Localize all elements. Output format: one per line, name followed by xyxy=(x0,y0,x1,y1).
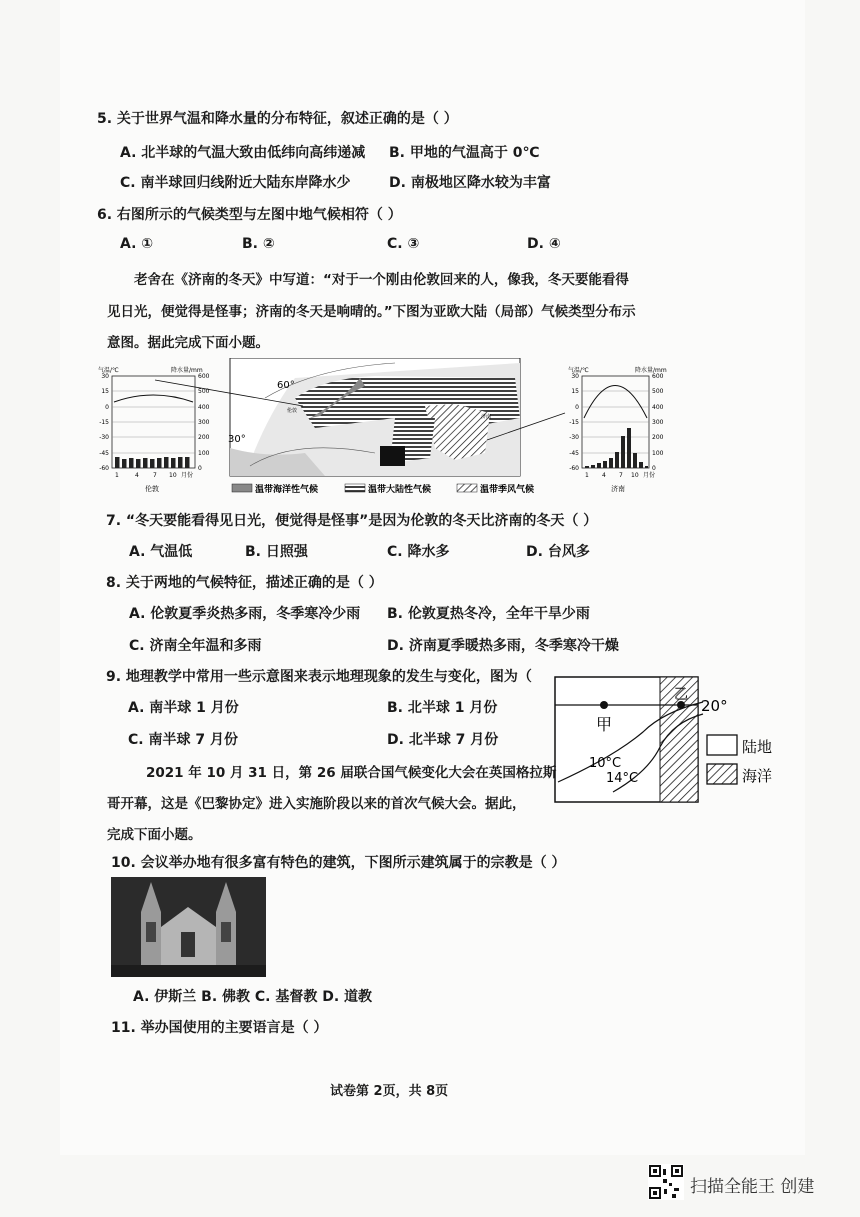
label-yi: 乙 xyxy=(674,687,688,703)
page-footer: 试卷第 2页，共 8页 xyxy=(330,1084,449,1099)
map-label-london: 伦敦 xyxy=(287,408,298,414)
right-month-tick: 4 xyxy=(602,472,606,479)
left-precip-tick: 200 xyxy=(198,434,210,441)
passage-2-line-3: 完成下面小题。 xyxy=(107,827,202,843)
legend-temperate-maritime: 温带海洋性气候 xyxy=(255,485,319,495)
question-6-option-a: A. ① xyxy=(120,236,154,252)
left-precip-tick: 600 xyxy=(198,373,210,380)
passage-2-line-1: 2021 年 10 月 31 日，第 26 届联合国气候变化大会在英国格拉斯 xyxy=(146,765,557,781)
left-month-tick: 月份 xyxy=(181,472,194,479)
right-chart-precip-label: 降水量/mm xyxy=(635,367,667,374)
legend-temperate-continental: 温带大陆性气候 xyxy=(368,485,432,495)
isotherm-figure xyxy=(553,672,793,807)
left-temp-tick: 0 xyxy=(105,404,109,411)
right-temp-tick: 0 xyxy=(575,404,579,411)
left-chart-temp-label: 气温/℃ xyxy=(98,367,119,374)
left-precip-tick: 300 xyxy=(198,419,210,426)
left-precip-tick: 500 xyxy=(198,388,210,395)
climate-distribution-figure xyxy=(95,358,675,498)
question-7-option-d: D. 台风多 xyxy=(526,544,590,560)
question-9-option-d: D. 北半球 7 月份 xyxy=(387,732,499,748)
question-10-stem: 10. 会议举办地有很多富有特色的建筑，下图所示建筑属于的宗教是（ ） xyxy=(111,855,566,871)
question-5-option-a: A. 北半球的气温大致由低纬向高纬递减 xyxy=(120,145,366,161)
right-temp-tick: 15 xyxy=(571,388,579,395)
label-jia: 甲 xyxy=(596,715,613,734)
right-temp-tick: 30 xyxy=(571,373,579,380)
question-8-stem: 8. 关于两地的气候特征，描述正确的是（ ） xyxy=(106,575,383,591)
right-precip-tick: 500 xyxy=(652,388,664,395)
map-legend xyxy=(232,483,534,495)
left-month-tick: 1 xyxy=(115,472,119,479)
question-11-stem: 11. 举办国使用的主要语言是（ ） xyxy=(111,1020,328,1036)
right-precip-tick: 0 xyxy=(652,465,656,472)
left-temp-tick: -15 xyxy=(99,419,109,426)
question-8-option-c: C. 济南全年温和多雨 xyxy=(129,638,262,654)
right-precip-tick: 300 xyxy=(652,419,664,426)
map-lat-30: 30° xyxy=(228,434,246,445)
legend-land-swatch xyxy=(707,735,737,755)
label-10c: 10°C xyxy=(589,756,622,771)
legend-ocean-swatch xyxy=(707,764,737,784)
left-precip-bars xyxy=(115,457,190,468)
left-temp-curve xyxy=(114,395,193,402)
question-10-options: A. 伊斯兰 B. 佛教 C. 基督教 D. 道教 xyxy=(133,989,373,1005)
right-chart-temp-label: 气温/℃ xyxy=(568,367,589,374)
left-chart-city: 伦敦 xyxy=(145,485,159,493)
right-precip-tick: 200 xyxy=(652,434,664,441)
question-7-option-b: B. 日照强 xyxy=(245,544,308,560)
right-chart-city: 济南 xyxy=(611,485,625,493)
question-6-option-d: D. ④ xyxy=(527,236,561,252)
right-precip-tick: 100 xyxy=(652,450,664,457)
passage-2-line-2: 哥开幕，这是《巴黎协定》进入实施阶段以来的首次气候大会。据此， xyxy=(107,796,526,812)
left-precip-tick: 400 xyxy=(198,404,210,411)
right-temp-curve xyxy=(584,386,647,419)
question-5-option-b: B. 甲地的气温高于 0℃ xyxy=(389,145,540,161)
passage-1-line-3: 意图。据此完成下面小题。 xyxy=(107,335,269,351)
question-7-stem: 7. “冬天要能看得见日光，便觉得是怪事”是因为伦敦的冬天比济南的冬天（ ） xyxy=(106,513,598,529)
jinan-climate-chart xyxy=(568,366,667,493)
question-6-option-b: B. ② xyxy=(242,236,275,252)
left-month-tick: 7 xyxy=(153,472,157,479)
left-temp-tick: -45 xyxy=(99,450,109,457)
right-temp-tick: -60 xyxy=(569,465,579,472)
qr-code-icon xyxy=(648,1164,684,1200)
label-lat-20: 20° xyxy=(701,697,728,715)
passage-1-line-1: 老舍在《济南的冬天》中写道：“对于一个刚由伦敦回来的人，像我，冬天要能看得 xyxy=(134,272,629,288)
map-lat-60: 60° xyxy=(277,380,295,391)
question-5-option-d: D. 南极地区降水较为丰富 xyxy=(389,175,551,191)
cathedral-photo xyxy=(111,877,266,977)
legend-ocean-label: 海洋 xyxy=(742,767,773,785)
right-temp-tick: -30 xyxy=(569,434,579,441)
left-temp-tick: -30 xyxy=(99,434,109,441)
left-chart-precip-label: 降水量/mm xyxy=(171,367,203,374)
right-precip-tick: 400 xyxy=(652,404,664,411)
question-5-stem: 5. 关于世界气温和降水量的分布特征，叙述正确的是（ ） xyxy=(97,111,458,127)
question-9-option-b: B. 北半球 1 月份 xyxy=(387,700,498,716)
map-label-jinan: 济南 xyxy=(481,414,492,420)
left-temp-tick: -60 xyxy=(99,465,109,472)
question-7-option-a: A. 气温低 xyxy=(129,544,193,560)
label-14c: 14°C xyxy=(606,771,639,786)
question-7-option-c: C. 降水多 xyxy=(387,544,450,560)
right-precip-tick: 600 xyxy=(652,373,664,380)
left-month-tick: 10 xyxy=(169,472,177,479)
passage-1-line-2: 见日光，便觉得是怪事；济南的冬天是响晴的。”下图为亚欧大陆（局部）气候类型分布示 xyxy=(107,304,636,320)
scanner-watermark: 扫描全能王 创建 xyxy=(690,1177,815,1197)
london-climate-chart xyxy=(98,366,210,493)
right-temp-tick: -45 xyxy=(569,450,579,457)
question-9-option-a: A. 南半球 1 月份 xyxy=(128,700,239,716)
question-8-option-b: B. 伦敦夏热冬冷，全年干旱少雨 xyxy=(387,606,590,622)
point-jia xyxy=(600,701,608,709)
right-temp-tick: -15 xyxy=(569,419,579,426)
right-precip-bars xyxy=(585,428,648,468)
question-8-option-d: D. 济南夏季暖热多雨，冬季寒冷干燥 xyxy=(387,638,619,654)
right-month-tick: 月份 xyxy=(643,472,656,479)
left-precip-tick: 0 xyxy=(198,465,202,472)
right-month-tick: 7 xyxy=(619,472,623,479)
legend-temperate-monsoon: 温带季风气候 xyxy=(480,485,535,495)
left-month-tick: 4 xyxy=(135,472,139,479)
right-month-tick: 1 xyxy=(585,472,589,479)
legend-land-label: 陆地 xyxy=(742,738,773,756)
right-month-tick: 10 xyxy=(631,472,639,479)
question-6-option-c: C. ③ xyxy=(387,236,420,252)
left-precip-tick: 100 xyxy=(198,450,210,457)
left-temp-tick: 30 xyxy=(101,373,109,380)
question-8-option-a: A. 伦敦夏季炎热多雨，冬季寒冷少雨 xyxy=(129,606,361,622)
question-9-stem: 9. 地理教学中常用一些示意图来表示地理现象的发生与变化，图为（ xyxy=(106,669,532,685)
question-6-stem: 6. 右图所示的气候类型与左图中地气候相符（ ） xyxy=(97,207,402,223)
eurasia-map xyxy=(155,358,565,476)
question-9-option-c: C. 南半球 7 月份 xyxy=(128,732,238,748)
left-temp-tick: 15 xyxy=(101,388,109,395)
question-5-option-c: C. 南半球回归线附近大陆东岸降水少 xyxy=(120,175,351,191)
